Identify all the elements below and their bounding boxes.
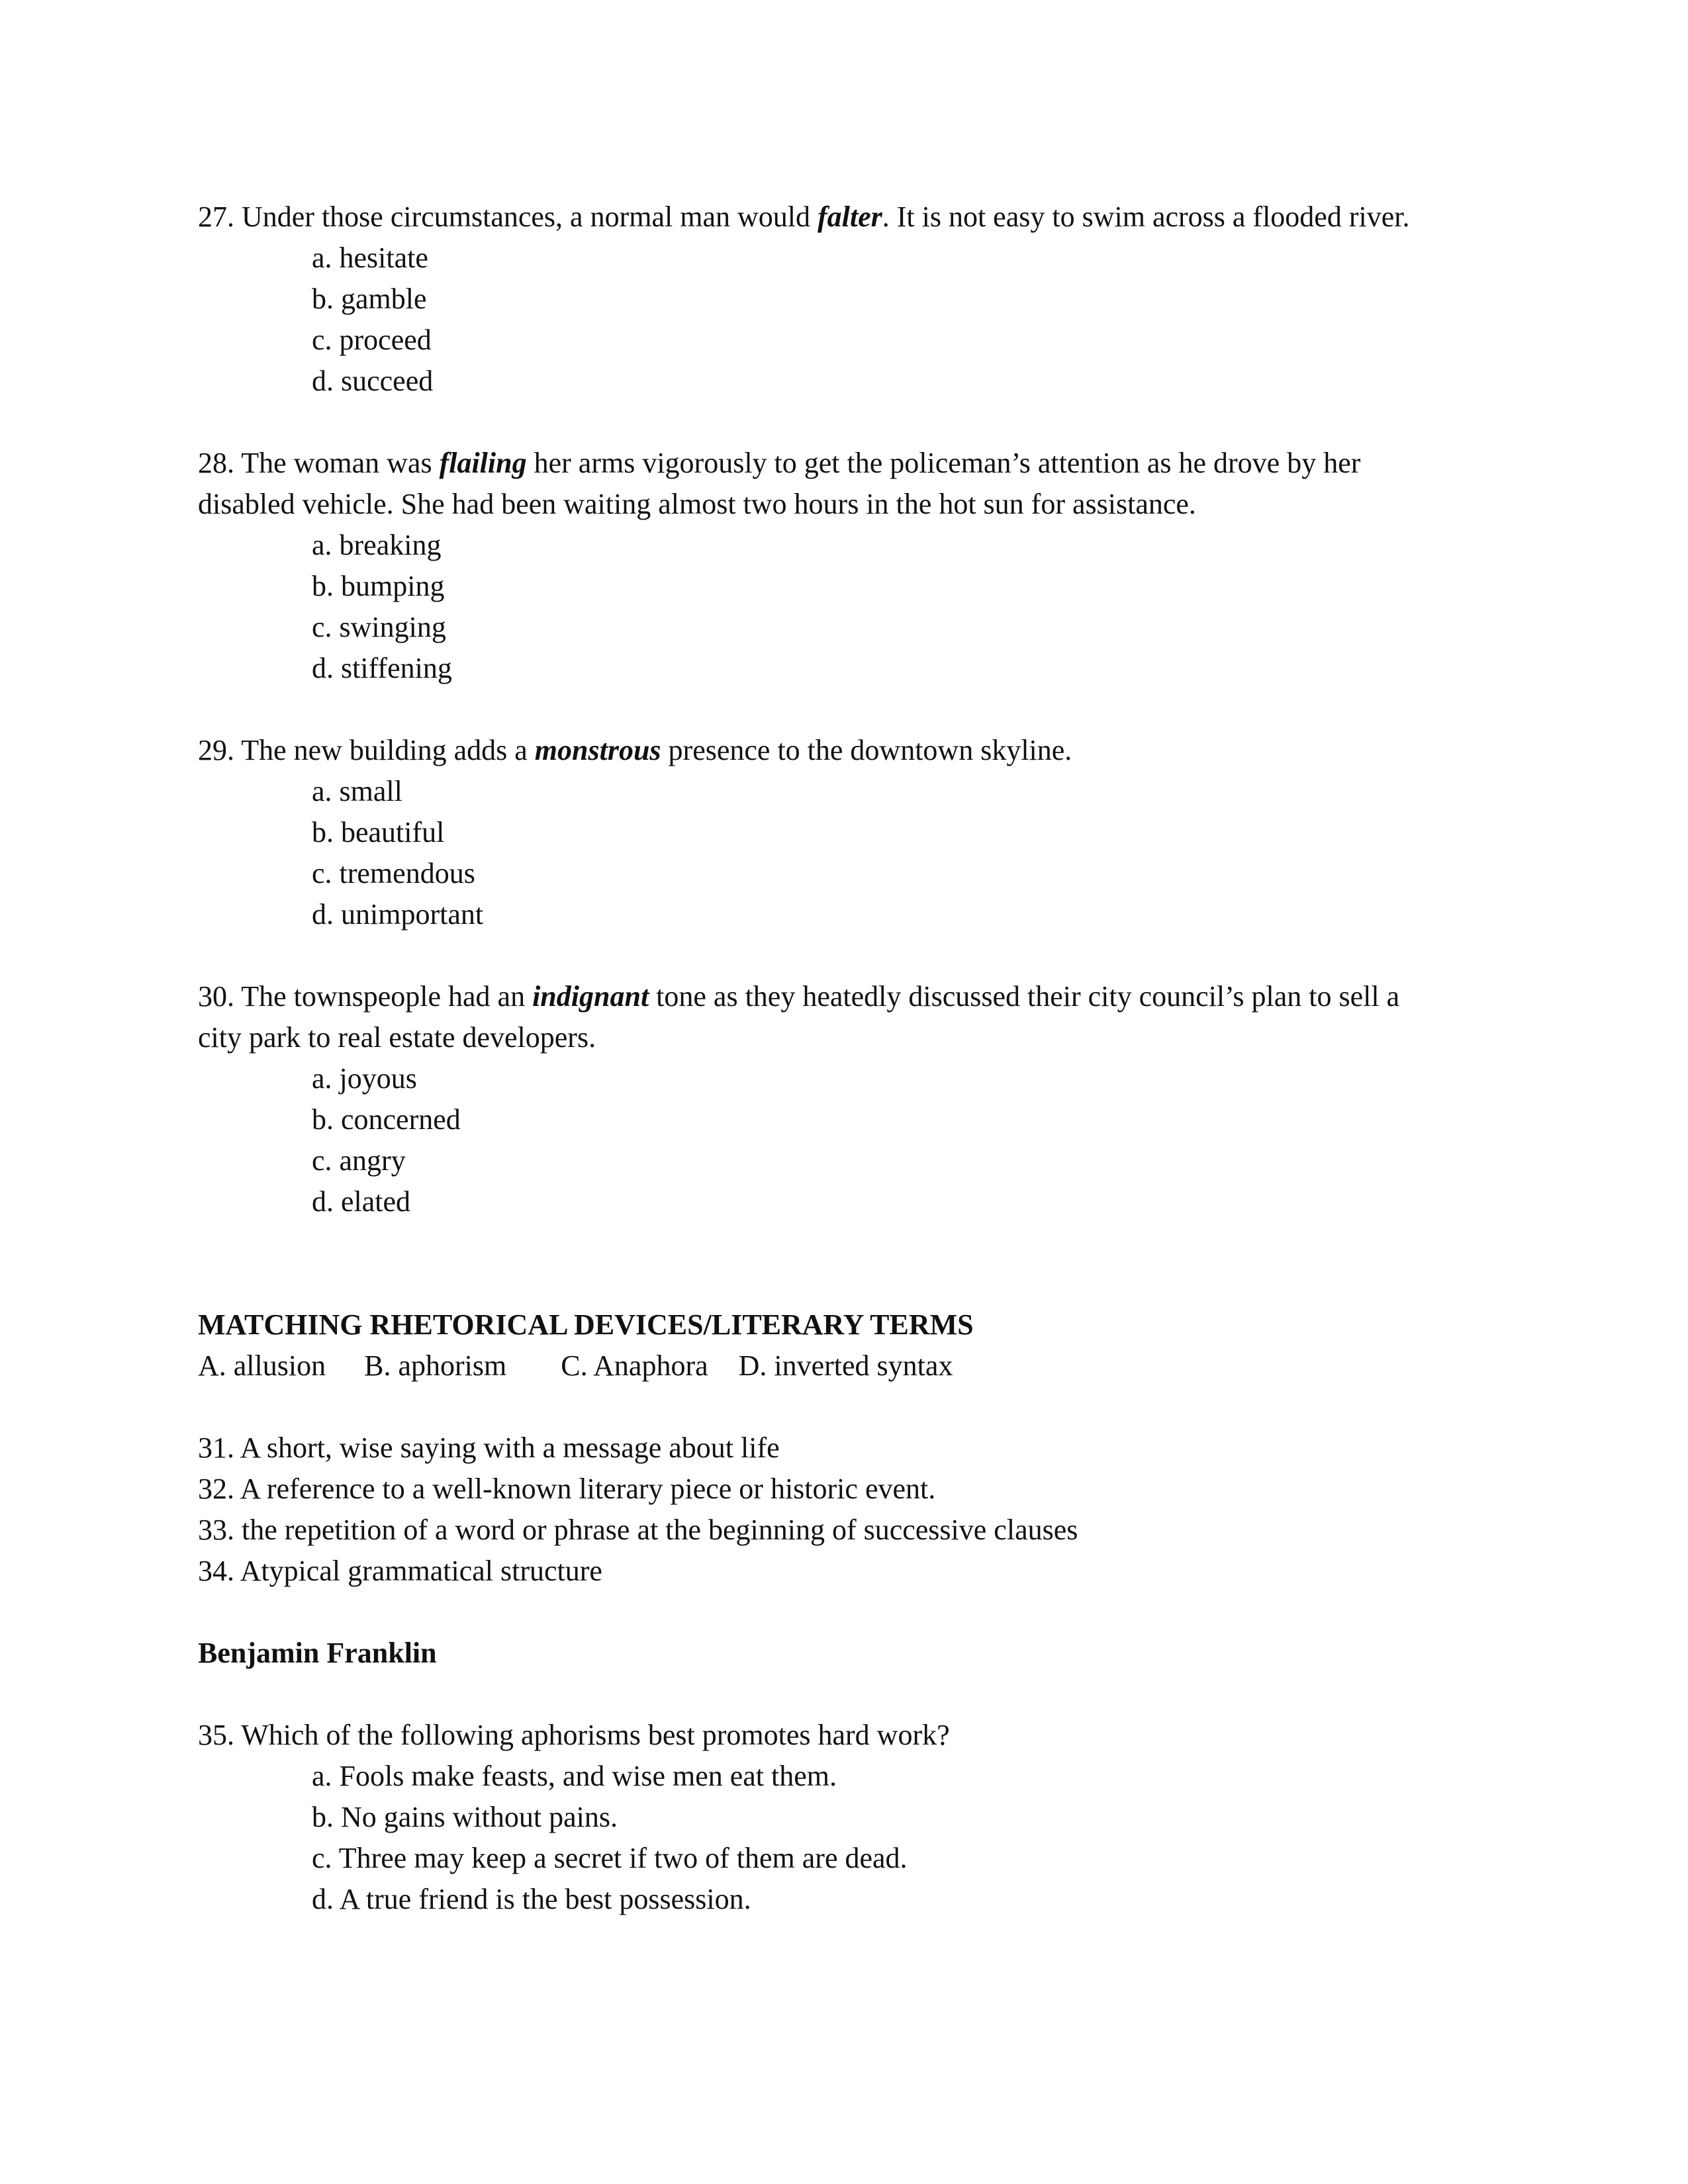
question-text: 28. The woman was [198,447,440,479]
matching-item-33: 33. the repetition of a word or phrase at the beginning of successive clauses [198,1514,1078,1546]
question-27-option-d: d. succeed [312,365,434,397]
question-28-option-a: a. breaking [312,529,442,561]
question-27-stem [198,197,1409,237]
question-text: 30. The townspeople had an [198,980,533,1013]
franklin-heading: Benjamin Franklin [198,1637,437,1669]
matching-heading: MATCHING RHETORICAL DEVICES/LITERARY TERMS [198,1308,974,1341]
question-29-option-c: c. tremendous [312,857,475,889]
question-28-option-b: b. bumping [312,570,445,602]
question-30-option-c: c. angry [312,1144,406,1177]
question-30-stem [198,977,1399,1017]
question-29-stem [198,731,1072,770]
question-35-option-b: b. No gains without pains. [312,1801,618,1833]
question-27-option-c: c. proceed [312,324,432,356]
question-30-option-a: a. joyous [312,1062,417,1095]
vocab-word: flailing [439,447,527,479]
question-35-stem: 35. Which of the following aphorisms best promotes hard work? [198,1719,950,1751]
question-35-option-d: d. A true friend is the best possession. [312,1883,751,1915]
term-d: D. inverted syntax [738,1349,953,1382]
question-29-option-d: d. unimportant [312,898,484,931]
question-27-option-b: b. gamble [312,283,427,315]
question-29-option-a: a. small [312,775,402,807]
question-29-option-b: b. beautiful [312,816,445,848]
vocab-word: falter [817,201,882,233]
question-text: presence to the downtown skyline. [661,734,1072,766]
question-35-option-a: a. Fools make feasts, and wise men eat them. [312,1760,837,1792]
question-35-option-c: c. Three may keep a secret if two of them are dead. [312,1842,908,1874]
question-text: . It is not easy to swim across a flooded river. [882,201,1410,233]
vocab-word: monstrous [534,734,661,766]
question-text: her arms vigorously to get the policeman’s attention as he drove by her [526,447,1361,479]
question-27-option-a: a. hesitate [312,242,428,274]
question-28-stem [198,443,1360,483]
question-30-option-d: d. elated [312,1185,411,1218]
term-b: B. aphorism [364,1349,507,1382]
matching-item-31: 31. A short, wise saying with a message about life [198,1432,780,1464]
term-a: A. allusion [198,1349,326,1382]
matching-item-34: 34. Atypical grammatical structure [198,1555,602,1587]
term-c: C. Anaphora [561,1349,708,1382]
question-30-stem-line-2: city park to real estate developers. [198,1021,596,1054]
question-28-option-c: c. swinging [312,611,446,643]
question-28-option-d: d. stiffening [312,652,452,684]
question-28-stem-line-2: disabled vehicle. She had been waiting almost two hours in the hot sun for assistance. [198,488,1196,520]
vocab-word: indignant [532,980,649,1013]
question-text: 29. The new building adds a [198,734,535,766]
matching-terms [198,1346,953,1386]
question-text: 27. Under those circumstances, a normal man would [198,201,818,233]
question-text: tone as they heatedly discussed their city council’s plan to sell a [649,980,1400,1013]
matching-item-32: 32. A reference to a well-known literary piece or historic event. [198,1473,936,1505]
question-30-option-b: b. concerned [312,1103,461,1136]
